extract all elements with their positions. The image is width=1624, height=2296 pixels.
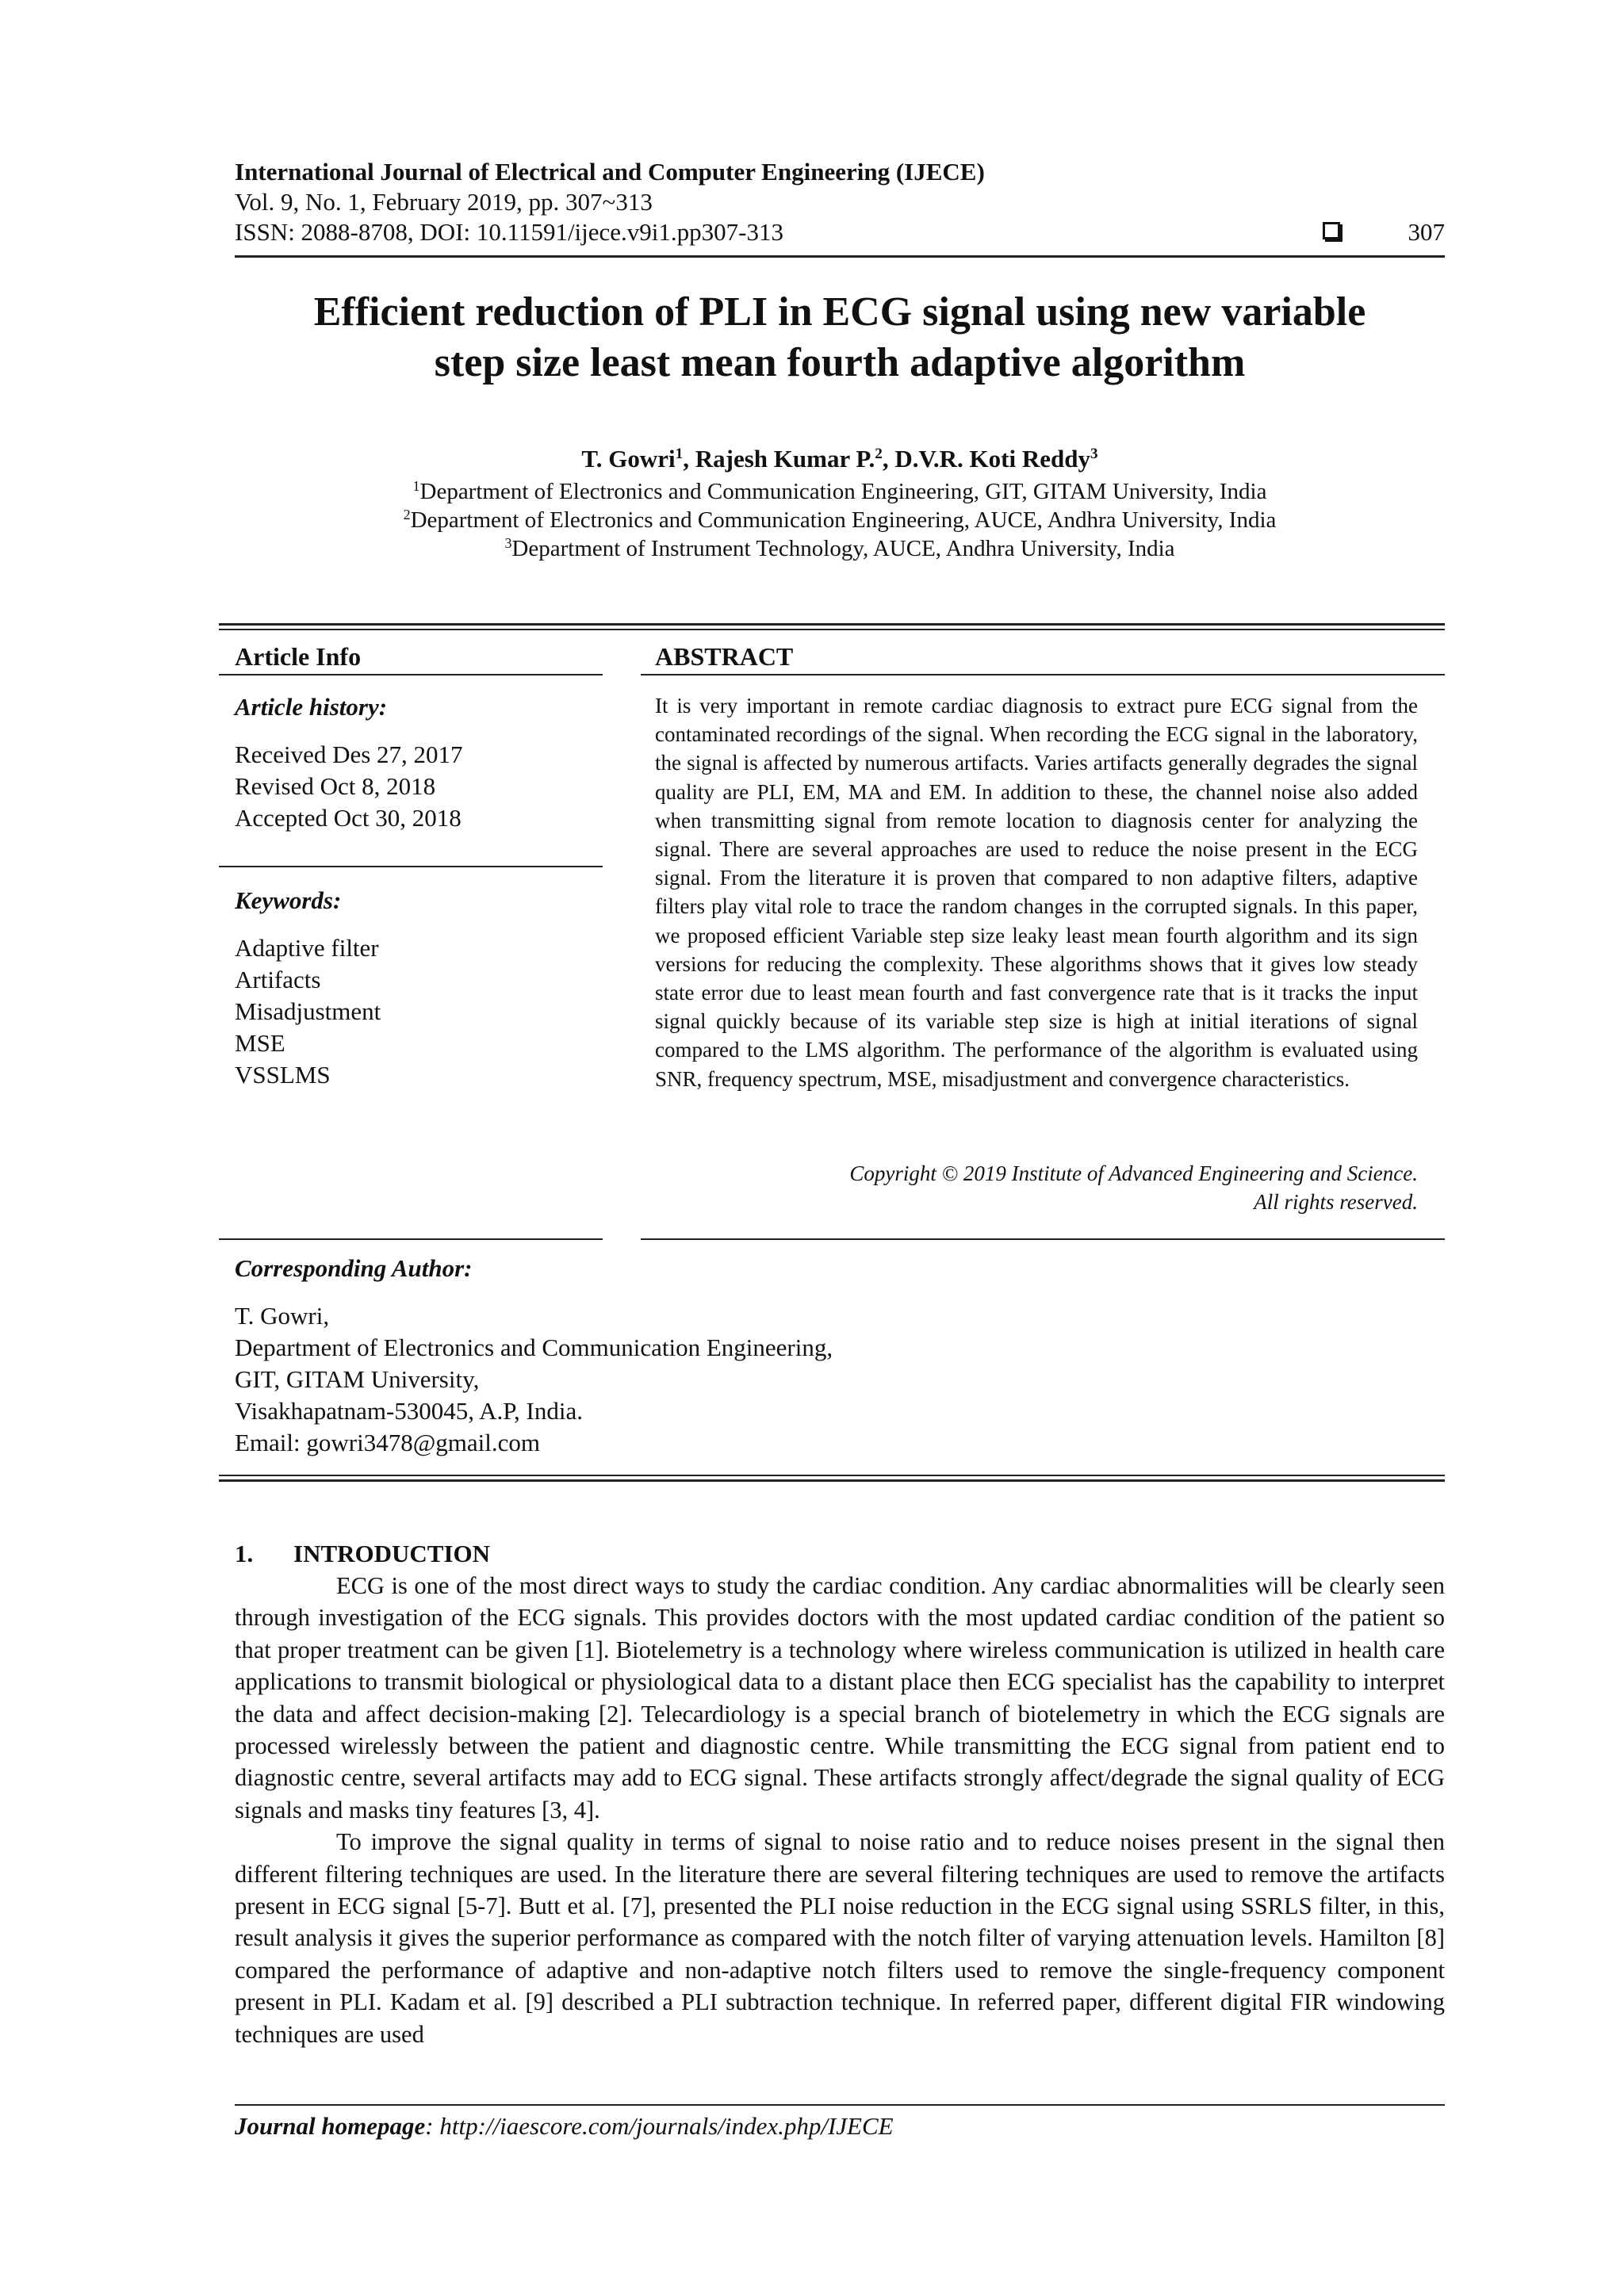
- author-sep: ,: [683, 445, 695, 473]
- author-sup: 1: [675, 446, 684, 463]
- corresponding-email: Email: gowri3478@gmail.com: [235, 1429, 540, 1456]
- corresponding-heading: Corresponding Author:: [235, 1254, 473, 1282]
- affiliation: [235, 477, 1445, 507]
- box-bottom-rule: [219, 1479, 1445, 1482]
- title-line-2: step size least mean fourth adaptive algorithm: [434, 340, 1246, 385]
- keywords-heading: Keywords:: [235, 886, 342, 914]
- volume-info: Vol. 9, No. 1, February 2019, pp. 307~313: [235, 188, 653, 216]
- author-name: T. Gowri: [581, 445, 676, 473]
- keyword: MSE: [235, 1029, 285, 1057]
- section-title: INTRODUCTION: [293, 1540, 491, 1567]
- rights-line: All rights reserved.: [1254, 1190, 1418, 1214]
- affiliation-text: Department of Instrument Technology, AUCE, Andhra University, India: [511, 536, 1175, 561]
- keyword: VSSLMS: [235, 1061, 331, 1089]
- copyright-line: Copyright © 2019 Institute of Advanced Engineering and Science.: [849, 1161, 1418, 1185]
- keyword: Adaptive filter: [235, 934, 379, 962]
- corresponding-line: Visakhapatnam-530045, A.P, India.: [235, 1397, 583, 1425]
- keyword: Misadjustment: [235, 997, 381, 1025]
- footer-rule: [235, 2104, 1445, 2106]
- paper-title: [235, 287, 1445, 388]
- homepage-label: Journal homepage: [235, 2112, 426, 2140]
- issn-doi: ISSN: 2088-8708, DOI: 10.11591/ijece.v9i1.pp307-313: [235, 218, 783, 246]
- journal-homepage: [235, 2110, 894, 2142]
- abstract-bottom-rule: [641, 1238, 1445, 1240]
- article-info-rule: [219, 674, 603, 675]
- author-list: [235, 444, 1445, 473]
- section-number: 1.: [235, 1540, 254, 1567]
- header-rule: [235, 255, 1445, 258]
- paragraph: To improve the signal quality in terms of signal to noise ratio and to reduce noises present in the signal then different filtering techniques are used. In the literature there are several filtering techniques are used to remove the artifacts present in ECG signal [5-7]. Butt et al. [7], presented the PLI noise reduction in the ECG signal using SSRLS filter, in this, result analysis it gives the superior performance as compared with the notch filter of varying attenuation levels. Hamilton [8] compared the performance of adaptive and non-adaptive notch filters used to remove the single-frequency component present in PLI. Kadam et al. [9] described a PLI subtraction technique. In referred paper, different digital FIR windowing techniques are used: [235, 1828, 1445, 2048]
- title-line-1: Efficient reduction of PLI in ECG signal using new variable: [313, 289, 1366, 335]
- checkbox-icon: [1323, 222, 1340, 239]
- affiliation-sup: 3: [504, 535, 512, 552]
- corresponding-line: Department of Electronics and Communication Engineering,: [235, 1334, 833, 1361]
- box-bottom-rule-inner: [219, 1475, 1445, 1476]
- affiliation-text: Department of Electronics and Communication Engineering, AUCE, Andhra University, India: [410, 507, 1277, 533]
- author-sep: ,: [882, 445, 895, 473]
- abstract-heading: ABSTRACT: [655, 642, 794, 671]
- affiliation: [235, 534, 1445, 564]
- page-number: 307: [1408, 218, 1445, 246]
- revised-date: Revised Oct 8, 2018: [235, 772, 436, 800]
- abstract-text: It is very important in remote cardiac diagnosis to extract pure ECG signal from the contaminated recordings of the signal. When recording the ECG signal in the laboratory, the signal is affected by numerous artifacts. Varies artifacts generally degrades the signal quality are PLI, EM, MA and EM. In addition to these, the channel noise also added when transmitting signal from remote location to diagnosis center for analyzing the signal. There are several approaches are used to reduce the noise present in the ECG signal. From the literature it is proven that compared to non adaptive filters, adaptive filters play vital role to trace the random changes in the corrupted signals. In this paper, we proposed efficient Variable step size leaky least mean fourth algorithm and its sign versions for reducing the complexity. These algorithms shows that it gives low steady state error due to least mean fourth and fast convergence rate that is it tracks the input signal quickly because of its variable step size is high at initial iterations of signal compared to the LMS algorithm. The performance of the algorithm is evaluated using SNR, frequency spectrum, MSE, misadjustment and convergence characteristics.: [655, 694, 1418, 1091]
- accepted-date: Accepted Oct 30, 2018: [235, 804, 462, 832]
- affiliation: [235, 506, 1445, 535]
- article-info-heading: Article Info: [235, 642, 362, 671]
- author-sup: 2: [875, 446, 883, 463]
- section-heading: [235, 1538, 490, 1570]
- corresponding-line: T. Gowri,: [235, 1302, 330, 1330]
- received-date: Received Des 27, 2017: [235, 740, 463, 768]
- author-name: D.V.R. Koti Reddy: [894, 445, 1090, 473]
- affiliation-sup: 2: [403, 507, 411, 523]
- box-top-rule-inner: [219, 629, 1445, 630]
- article-history-heading: Article history:: [235, 693, 388, 721]
- author-name: Rajesh Kumar P.: [695, 445, 875, 473]
- keywords-rule: [219, 1238, 603, 1240]
- abstract-rule: [641, 674, 1445, 675]
- box-top-rule: [219, 623, 1445, 626]
- homepage-url[interactable]: : http://iaescore.com/journals/index.php/IJECE: [425, 2112, 894, 2140]
- author-sup: 3: [1090, 446, 1098, 463]
- history-rule: [219, 866, 603, 867]
- journal-name: International Journal of Electrical and Computer Engineering (IJECE): [235, 158, 985, 186]
- paragraph: ECG is one of the most direct ways to study the cardiac condition. Any cardiac abnormalities will be clearly seen through investigation of the ECG signals. This provides doctors with the most updated cardiac condition of the patient so that proper treatment can be given [1]. Biotelemetry is a technology where wireless communication is utilized in health care applications to transmit biological or physiological data to a distant place then ECG specialist has the capability to interpret the data and affect decision-making [2]. Telecardiology is a special branch of biotelemetry in which the ECG signals are processed wirelessly between the patient and diagnostic centre. While transmitting the ECG signal from patient end to diagnostic centre, several artifacts may add to ECG signal. These artifacts strongly affect/degrade the signal quality of ECG signals and masks tiny features [3, 4].: [235, 1572, 1445, 1823]
- keyword: Artifacts: [235, 966, 321, 993]
- affiliation-sup: 1: [412, 478, 420, 495]
- introduction-body: [235, 1570, 1445, 2050]
- affiliation-text: Department of Electronics and Communication Engineering, GIT, GITAM University, India: [419, 479, 1267, 504]
- corresponding-line: GIT, GITAM University,: [235, 1365, 480, 1393]
